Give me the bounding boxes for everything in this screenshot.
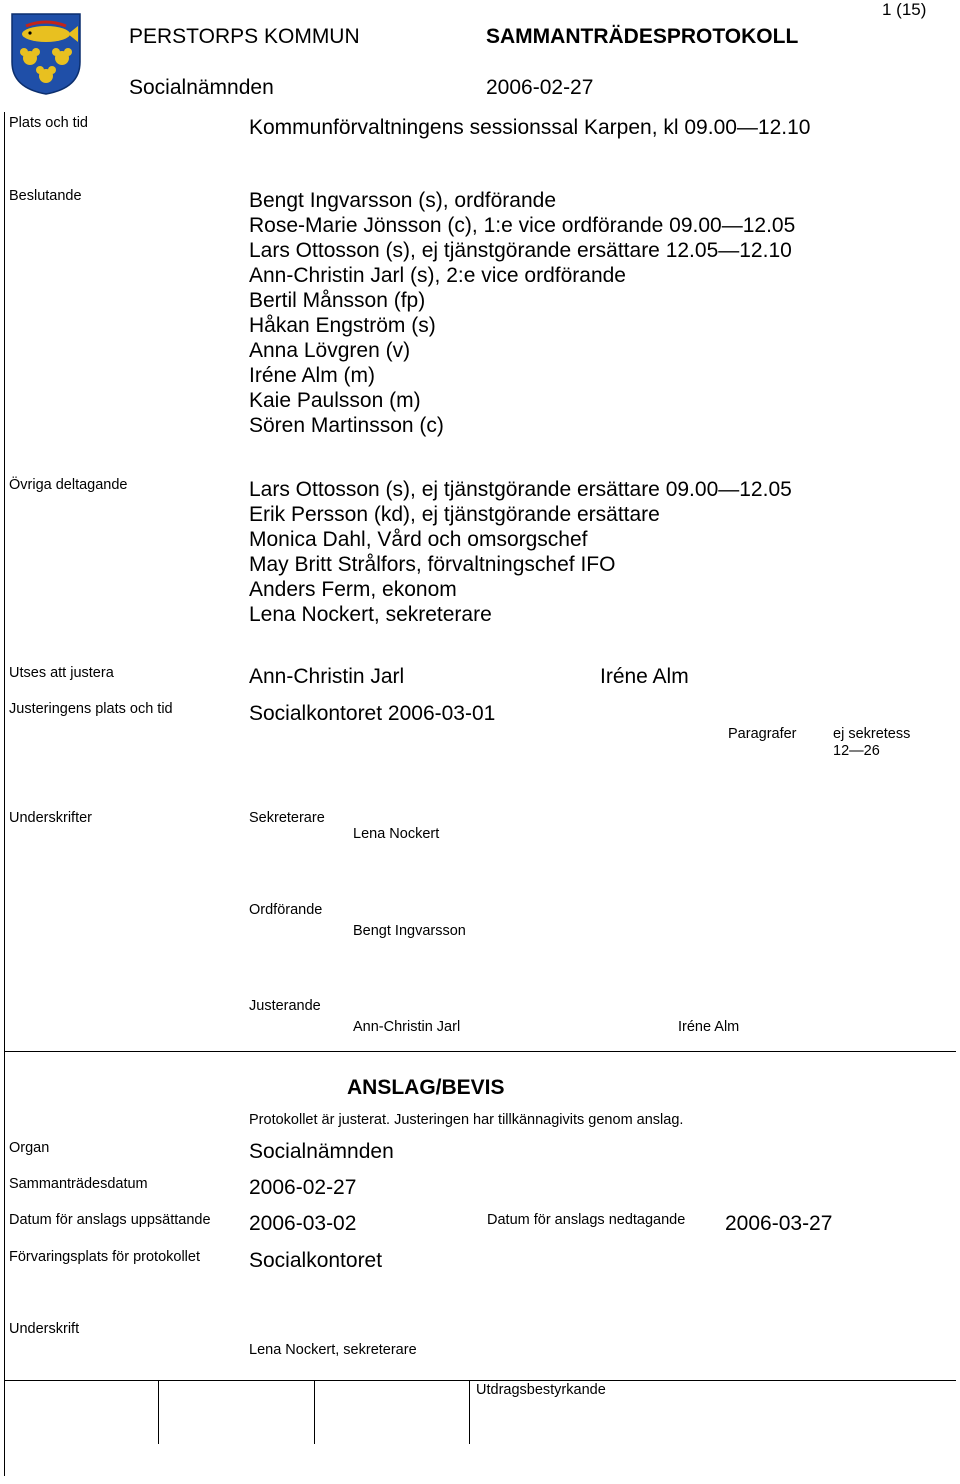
adjustment-place-value: Socialkontoret 2006-03-01 [249,702,496,725]
paragraphs-value-line1: ej sekretess [833,726,911,742]
list-item: Bertil Månsson (fp) [249,289,426,312]
list-item: Lena Nockert, sekreterare [249,603,492,626]
place-value: Kommunförvaltningens sessionssal Karpen, kl 09.00—12.10 [249,116,811,139]
list-item: Erik Persson (kd), ej tjänstgörande ersättare [249,503,660,526]
anslag-statement: Protokollet är justerat. Justeringen har tillkännagivits genom anslag. [249,1112,684,1128]
list-item: Kaie Paulsson (m) [249,389,421,412]
adjusting-name-1: Ann-Christin Jarl [353,1019,461,1035]
perstorp-coat-of-arms-icon [10,12,82,96]
footer-column-divider [314,1380,315,1444]
chair-label: Ordförande [249,902,323,918]
list-item: May Britt Strålfors, förvaltningschef IFO [249,553,616,576]
list-item: Lars Ottosson (s), ej tjänstgörande ersättare 09.00—12.05 [249,478,792,501]
municipality-name: PERSTORPS KOMMUN [129,25,360,48]
logo [10,12,82,96]
list-item: Sören Martinsson (c) [249,414,444,437]
footer-divider [4,1380,956,1381]
removal-date-label: Datum för anslags nedtagande [487,1212,686,1228]
adjuster-1: Ann-Christin Jarl [249,665,405,688]
anslag-divider [4,1051,956,1052]
secretary-name: Lena Nockert [353,826,440,842]
secretary-label: Sekreterare [249,810,325,826]
footer-column-divider [469,1380,470,1444]
list-item: Monica Dahl, Vård och omsorgschef [249,528,588,551]
signatures-label: Underskrifter [9,810,92,826]
list-item: Anna Lövgren (v) [249,339,411,362]
footer-column-divider [158,1380,159,1444]
list-item: Bengt Ingvarsson (s), ordförande [249,189,557,212]
decision-makers-label: Beslutande [9,188,82,204]
adjusting-label: Justerande [249,998,321,1014]
page-number: 1 (15) [882,0,927,19]
board-name: Socialnämnden [129,76,274,99]
storage-label: Förvaringsplats för protokollet [9,1249,200,1265]
place-label: Plats och tid [9,115,88,131]
paragraphs-value-line2: 12—26 [833,743,880,759]
organ-value: Socialnämnden [249,1140,394,1163]
chair-name: Bengt Ingvarsson [353,923,466,939]
decision-makers-list [249,188,795,438]
organ-label: Organ [9,1140,50,1156]
list-item: Rose-Marie Jönsson (c), 1:e vice ordförande 09.00—12.05 [249,214,796,237]
removal-date-value: 2006-03-27 [725,1212,833,1235]
list-item: Anders Ferm, ekonom [249,578,457,601]
signature-name: Lena Nockert, sekreterare [249,1342,417,1358]
other-participants-label: Övriga deltagande [9,477,128,493]
adjuster-2: Iréne Alm [600,665,689,688]
list-item: Ann-Christin Jarl (s), 2:e vice ordförande [249,264,626,287]
list-item: Iréne Alm (m) [249,364,376,387]
paragraphs-label: Paragrafer [728,726,797,742]
adjusters-label: Utses att justera [9,665,114,681]
list-item: Lars Ottosson (s), ej tjänstgörande ersättare 12.05—12.10 [249,239,792,262]
anslag-title: ANSLAG/BEVIS [347,1076,505,1099]
other-participants-list [249,477,792,627]
posting-date-value: 2006-03-02 [249,1212,357,1235]
extract-certification-label: Utdragsbestyrkande [476,1382,606,1398]
adjusting-name-2: Iréne Alm [678,1019,740,1035]
left-border [4,112,5,1476]
signature-label: Underskrift [9,1321,80,1337]
storage-value: Socialkontoret [249,1249,383,1272]
meeting-date: 2006-02-27 [486,76,594,99]
posting-date-label: Datum för anslags uppsättande [9,1212,211,1228]
meeting-date-label: Sammanträdesdatum [9,1176,148,1192]
document-type: SAMMANTRÄDESPROTOKOLL [486,25,799,48]
adjustment-place-label: Justeringens plats och tid [9,701,173,717]
list-item: Håkan Engström (s) [249,314,436,337]
meeting-date-value: 2006-02-27 [249,1176,357,1199]
